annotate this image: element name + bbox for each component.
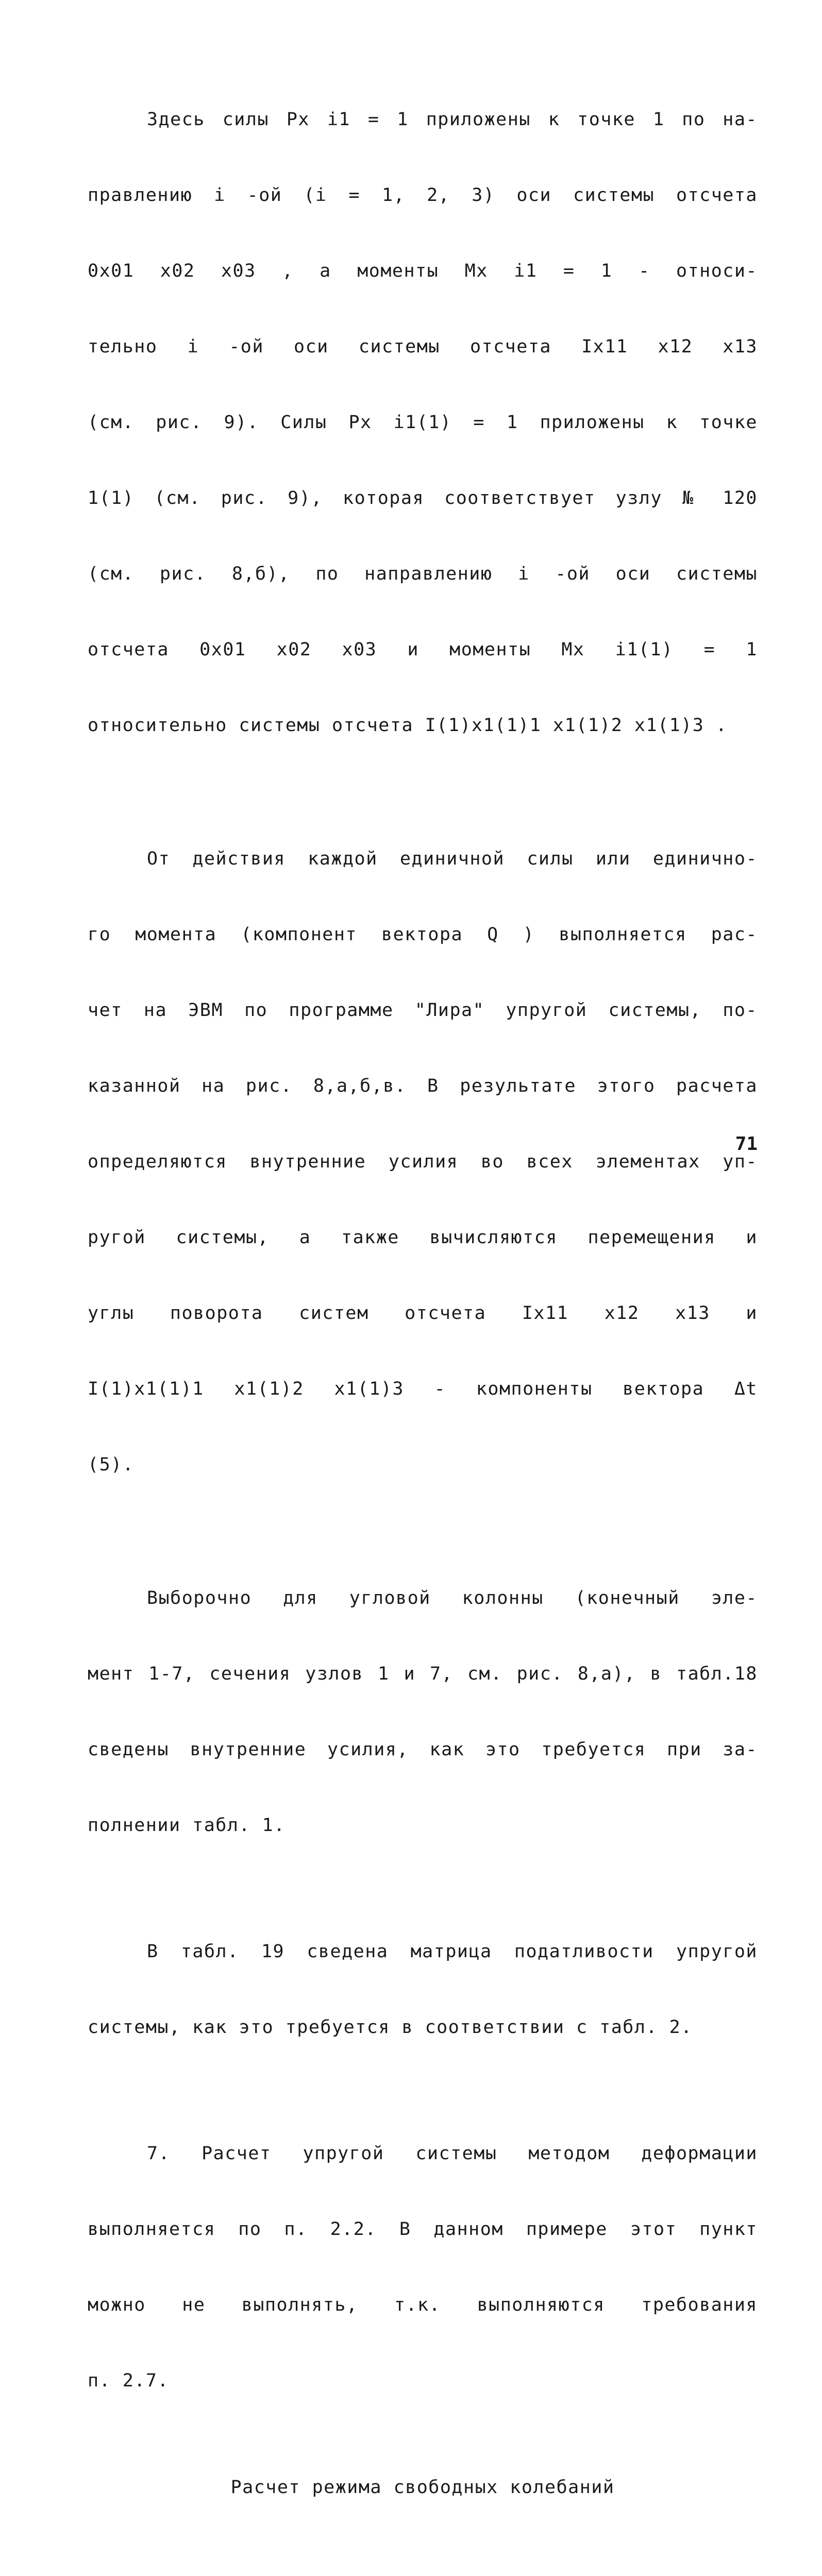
text-line: выполняется по п. 2.2. В данном примере этот пункт bbox=[88, 2219, 758, 2240]
text-line: отсчета 0x01 x02 x03 и моменты Mx i1(1) = 1 bbox=[88, 639, 758, 660]
text-line: В табл. 19 сведена матрица податливости упругой bbox=[147, 1941, 758, 1962]
text-line: тельно i -ой оси системы отсчета Ix11 x12 x13 bbox=[88, 336, 758, 357]
page-body bbox=[88, 57, 758, 2576]
section-heading: Расчет режима свободных колебаний bbox=[230, 2477, 615, 2498]
paragraph-5 bbox=[88, 2091, 758, 2444]
text-line: сведены внутренние усилия, как это требуется при за- bbox=[88, 1739, 758, 1760]
text-line: углы поворота систем отсчета Ix11 x12 x13 и bbox=[88, 1303, 758, 1324]
text-line: чет на ЭВМ по программе "Лира" упругой системы, по- bbox=[88, 1000, 758, 1021]
text-line: системы, как это требуется в соответствии с табл. 2. bbox=[88, 2017, 693, 2038]
text-line: ругой системы, а также вычисляются перемещения и bbox=[88, 1227, 758, 1248]
text-line: 7. Расчет упругой системы методом деформации bbox=[147, 2143, 758, 2164]
text-line: Здесь силы Px i1 = 1 приложены к точке 1 по на- bbox=[147, 109, 758, 130]
text-line: (см. рис. 9). Силы Px i1(1) = 1 приложены к точке bbox=[88, 412, 758, 433]
text-line: го момента (компонент вектора Q ) выполняется рас- bbox=[88, 924, 758, 945]
paragraph-2 bbox=[88, 796, 758, 1528]
page-number: 71 bbox=[735, 1133, 758, 1155]
text-line: 0x01 x02 x03 , а моменты Mx i1 = 1 - относи- bbox=[88, 261, 758, 281]
text-line: казанной на рис. 8,а,б,в. В результате этого расчета bbox=[88, 1076, 758, 1096]
text-line: I(1)x1(1)1 x1(1)2 x1(1)3 - компоненты вектора Δt bbox=[88, 1379, 758, 1399]
text-line: 1(1) (см. рис. 9), которая соответствует узлу № 120 bbox=[88, 488, 758, 509]
text-line: п. 2.7. bbox=[88, 2370, 170, 2391]
text-line: (5). bbox=[88, 1454, 135, 1475]
text-line: правлению i -ой (i = 1, 2, 3) оси системы отсчета bbox=[88, 185, 758, 206]
paragraph-3 bbox=[88, 1535, 758, 1889]
text-line: (см. рис. 8,б), по направлению i -ой оси системы bbox=[88, 564, 758, 584]
text-line: можно не выполнять, т.к. выполняются требования bbox=[88, 2295, 758, 2315]
text-line: Выборочно для угловой колонны (конечный эле- bbox=[147, 1588, 758, 1608]
text-line: относительно системы отсчета I(1)x1(1)1 x1(1)2 x1(1)3 . bbox=[88, 715, 728, 736]
text-line: полнении табл. 1. bbox=[88, 1815, 286, 1836]
text-line: определяются внутренние усилия во всех элементах уп- bbox=[88, 1151, 758, 1172]
text-line: мент 1-7, сечения узлов 1 и 7, см. рис. 8,а), в табл.18 bbox=[88, 1664, 758, 1684]
paragraph-1 bbox=[88, 57, 758, 789]
text-line: От действия каждой единичной силы или единично- bbox=[147, 849, 758, 869]
paragraph-4 bbox=[88, 1889, 758, 2091]
paragraph-6 bbox=[88, 2531, 758, 2576]
